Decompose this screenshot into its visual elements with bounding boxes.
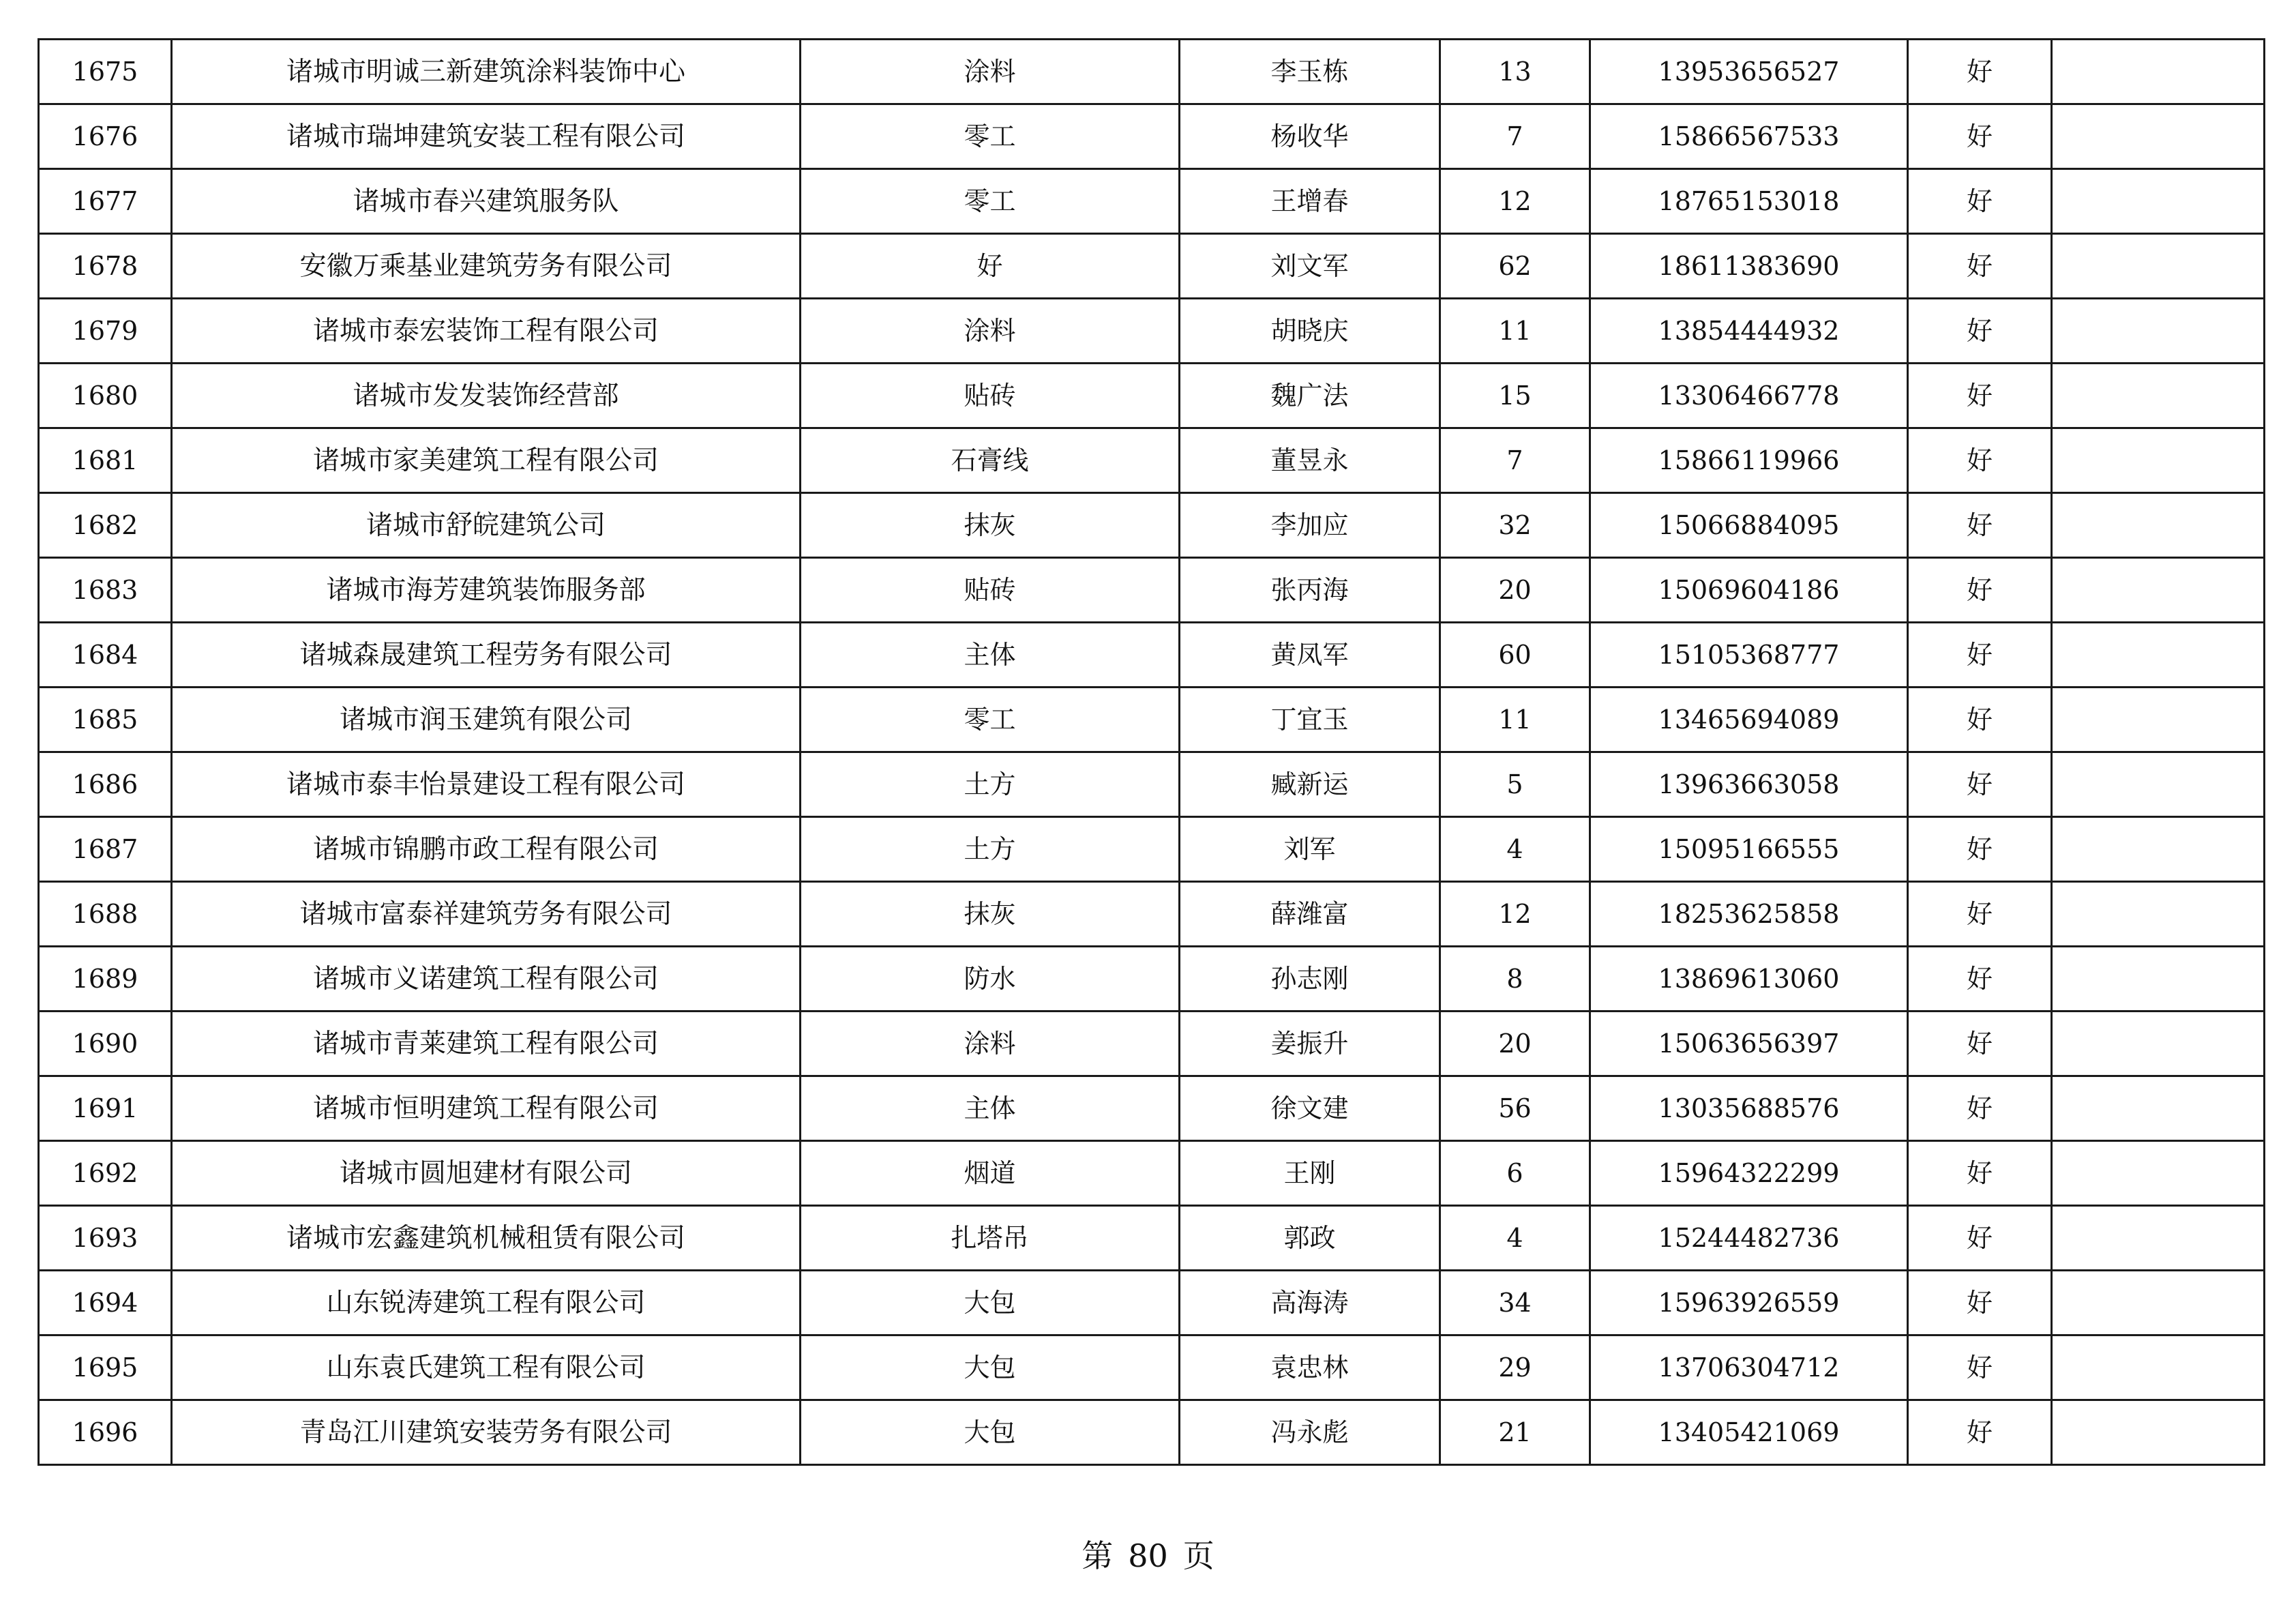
cell-remark <box>2052 817 2265 882</box>
cell-trade: 土方 <box>801 817 1180 882</box>
cell-index: 1685 <box>39 688 172 752</box>
cell-rating: 好 <box>1908 882 2052 947</box>
cell-trade: 贴砖 <box>801 364 1180 428</box>
cell-index: 1692 <box>39 1141 172 1206</box>
cell-company: 诸城市家美建筑工程有限公司 <box>172 428 801 493</box>
page-number: 80 <box>1128 1537 1168 1574</box>
cell-phone: 13953656527 <box>1590 40 1908 104</box>
cell-index: 1693 <box>39 1206 172 1271</box>
cell-trade: 贴砖 <box>801 558 1180 623</box>
cell-workers: 20 <box>1440 558 1590 623</box>
cell-index: 1680 <box>39 364 172 428</box>
cell-remark <box>2052 1206 2265 1271</box>
cell-remark <box>2052 752 2265 817</box>
cell-trade: 大包 <box>801 1400 1180 1465</box>
cell-rating: 好 <box>1908 752 2052 817</box>
cell-index: 1682 <box>39 493 172 558</box>
cell-phone: 15866119966 <box>1590 428 1908 493</box>
cell-rating: 好 <box>1908 234 2052 299</box>
cell-index: 1691 <box>39 1076 172 1141</box>
cell-company: 诸城市瑞坤建筑安装工程有限公司 <box>172 104 801 169</box>
cell-phone: 15963926559 <box>1590 1271 1908 1335</box>
cell-company: 安徽万乘基业建筑劳务有限公司 <box>172 234 801 299</box>
cell-remark <box>2052 623 2265 688</box>
cell-trade: 涂料 <box>801 299 1180 364</box>
cell-trade: 零工 <box>801 169 1180 234</box>
cell-workers: 7 <box>1440 428 1590 493</box>
cell-workers: 11 <box>1440 688 1590 752</box>
page-label-suffix: 页 <box>1182 1537 1214 1574</box>
cell-remark <box>2052 1271 2265 1335</box>
cell-company: 诸城市圆旭建材有限公司 <box>172 1141 801 1206</box>
cell-rating: 好 <box>1908 364 2052 428</box>
cell-remark <box>2052 1400 2265 1465</box>
cell-rating: 好 <box>1908 40 2052 104</box>
page-label-prefix: 第 <box>1082 1537 1114 1574</box>
cell-workers: 21 <box>1440 1400 1590 1465</box>
cell-workers: 4 <box>1440 817 1590 882</box>
cell-contact: 徐文建 <box>1180 1076 1440 1141</box>
cell-remark <box>2052 947 2265 1012</box>
contractor-table <box>38 38 2265 1466</box>
cell-contact: 董昱永 <box>1180 428 1440 493</box>
cell-contact: 薛潍富 <box>1180 882 1440 947</box>
cell-index: 1678 <box>39 234 172 299</box>
cell-index: 1675 <box>39 40 172 104</box>
cell-trade: 零工 <box>801 104 1180 169</box>
cell-contact: 郭政 <box>1180 1206 1440 1271</box>
cell-trade: 主体 <box>801 1076 1180 1141</box>
cell-remark <box>2052 688 2265 752</box>
cell-company: 诸城市富泰祥建筑劳务有限公司 <box>172 882 801 947</box>
table-row <box>39 1012 2265 1076</box>
cell-contact: 姜振升 <box>1180 1012 1440 1076</box>
cell-company: 诸城森晟建筑工程劳务有限公司 <box>172 623 801 688</box>
cell-rating: 好 <box>1908 1012 2052 1076</box>
cell-index: 1686 <box>39 752 172 817</box>
cell-trade: 涂料 <box>801 40 1180 104</box>
cell-rating: 好 <box>1908 169 2052 234</box>
cell-rating: 好 <box>1908 947 2052 1012</box>
cell-workers: 34 <box>1440 1271 1590 1335</box>
cell-remark <box>2052 364 2265 428</box>
cell-workers: 7 <box>1440 104 1590 169</box>
table-row <box>39 104 2265 169</box>
cell-trade: 涂料 <box>801 1012 1180 1076</box>
cell-index: 1684 <box>39 623 172 688</box>
cell-phone: 15069604186 <box>1590 558 1908 623</box>
cell-remark <box>2052 558 2265 623</box>
cell-contact: 刘军 <box>1180 817 1440 882</box>
cell-contact: 高海涛 <box>1180 1271 1440 1335</box>
table-row <box>39 1141 2265 1206</box>
cell-contact: 袁忠林 <box>1180 1335 1440 1400</box>
cell-phone: 15105368777 <box>1590 623 1908 688</box>
cell-trade: 零工 <box>801 688 1180 752</box>
cell-index: 1689 <box>39 947 172 1012</box>
cell-workers: 62 <box>1440 234 1590 299</box>
cell-workers: 4 <box>1440 1206 1590 1271</box>
cell-phone: 18611383690 <box>1590 234 1908 299</box>
cell-rating: 好 <box>1908 1076 2052 1141</box>
cell-remark <box>2052 1141 2265 1206</box>
cell-workers: 29 <box>1440 1335 1590 1400</box>
table-row <box>39 299 2265 364</box>
cell-index: 1679 <box>39 299 172 364</box>
cell-phone: 15066884095 <box>1590 493 1908 558</box>
cell-remark <box>2052 1012 2265 1076</box>
cell-phone: 18253625858 <box>1590 882 1908 947</box>
cell-phone: 15244482736 <box>1590 1206 1908 1271</box>
cell-index: 1677 <box>39 169 172 234</box>
cell-company: 诸城市泰宏装饰工程有限公司 <box>172 299 801 364</box>
cell-remark <box>2052 1335 2265 1400</box>
cell-rating: 好 <box>1908 428 2052 493</box>
cell-contact: 胡晓庆 <box>1180 299 1440 364</box>
cell-rating: 好 <box>1908 817 2052 882</box>
cell-workers: 32 <box>1440 493 1590 558</box>
cell-company: 诸城市义诺建筑工程有限公司 <box>172 947 801 1012</box>
cell-phone: 13963663058 <box>1590 752 1908 817</box>
cell-workers: 12 <box>1440 169 1590 234</box>
cell-workers: 60 <box>1440 623 1590 688</box>
cell-rating: 好 <box>1908 1400 2052 1465</box>
cell-workers: 8 <box>1440 947 1590 1012</box>
cell-rating: 好 <box>1908 493 2052 558</box>
cell-company: 诸城市锦鹏市政工程有限公司 <box>172 817 801 882</box>
cell-company: 山东袁氏建筑工程有限公司 <box>172 1335 801 1400</box>
cell-trade: 好 <box>801 234 1180 299</box>
cell-company: 山东锐涛建筑工程有限公司 <box>172 1271 801 1335</box>
cell-workers: 13 <box>1440 40 1590 104</box>
cell-rating: 好 <box>1908 1335 2052 1400</box>
cell-phone: 13465694089 <box>1590 688 1908 752</box>
cell-rating: 好 <box>1908 558 2052 623</box>
table-row <box>39 623 2265 688</box>
cell-phone: 13706304712 <box>1590 1335 1908 1400</box>
cell-remark <box>2052 169 2265 234</box>
cell-index: 1695 <box>39 1335 172 1400</box>
cell-company: 诸城市发发装饰经营部 <box>172 364 801 428</box>
cell-contact: 黄凤军 <box>1180 623 1440 688</box>
cell-company: 诸城市泰丰怡景建设工程有限公司 <box>172 752 801 817</box>
cell-rating: 好 <box>1908 299 2052 364</box>
cell-contact: 李玉栋 <box>1180 40 1440 104</box>
cell-company: 诸城市春兴建筑服务队 <box>172 169 801 234</box>
cell-index: 1694 <box>39 1271 172 1335</box>
cell-company: 青岛江川建筑安装劳务有限公司 <box>172 1400 801 1465</box>
cell-rating: 好 <box>1908 1271 2052 1335</box>
cell-contact: 刘文军 <box>1180 234 1440 299</box>
page-footer <box>0 1537 2296 1574</box>
cell-trade: 扎塔吊 <box>801 1206 1180 1271</box>
cell-index: 1687 <box>39 817 172 882</box>
cell-remark <box>2052 882 2265 947</box>
table-row <box>39 493 2265 558</box>
cell-phone: 13035688576 <box>1590 1076 1908 1141</box>
cell-contact: 冯永彪 <box>1180 1400 1440 1465</box>
cell-phone: 15866567533 <box>1590 104 1908 169</box>
cell-trade: 烟道 <box>801 1141 1180 1206</box>
cell-phone: 15964322299 <box>1590 1141 1908 1206</box>
table-row <box>39 1335 2265 1400</box>
cell-index: 1688 <box>39 882 172 947</box>
cell-trade: 抹灰 <box>801 493 1180 558</box>
cell-remark <box>2052 493 2265 558</box>
cell-company: 诸城市润玉建筑有限公司 <box>172 688 801 752</box>
cell-contact: 王刚 <box>1180 1141 1440 1206</box>
cell-rating: 好 <box>1908 104 2052 169</box>
cell-workers: 12 <box>1440 882 1590 947</box>
cell-company: 诸城市明诚三新建筑涂料装饰中心 <box>172 40 801 104</box>
cell-trade: 土方 <box>801 752 1180 817</box>
cell-phone: 13306466778 <box>1590 364 1908 428</box>
table-row <box>39 364 2265 428</box>
cell-contact: 王增春 <box>1180 169 1440 234</box>
cell-phone: 13854444932 <box>1590 299 1908 364</box>
cell-remark <box>2052 428 2265 493</box>
table-row <box>39 1076 2265 1141</box>
cell-trade: 石膏线 <box>801 428 1180 493</box>
cell-workers: 15 <box>1440 364 1590 428</box>
cell-phone: 13405421069 <box>1590 1400 1908 1465</box>
cell-workers: 5 <box>1440 752 1590 817</box>
cell-rating: 好 <box>1908 623 2052 688</box>
table-row <box>39 688 2265 752</box>
cell-index: 1696 <box>39 1400 172 1465</box>
cell-contact: 杨收华 <box>1180 104 1440 169</box>
cell-rating: 好 <box>1908 1141 2052 1206</box>
table-row <box>39 558 2265 623</box>
cell-remark <box>2052 40 2265 104</box>
cell-contact: 臧新运 <box>1180 752 1440 817</box>
table-row <box>39 169 2265 234</box>
cell-workers: 11 <box>1440 299 1590 364</box>
cell-remark <box>2052 104 2265 169</box>
cell-rating: 好 <box>1908 688 2052 752</box>
cell-index: 1690 <box>39 1012 172 1076</box>
cell-phone: 13869613060 <box>1590 947 1908 1012</box>
table-row <box>39 947 2265 1012</box>
cell-company: 诸城市恒明建筑工程有限公司 <box>172 1076 801 1141</box>
cell-phone: 15063656397 <box>1590 1012 1908 1076</box>
cell-contact: 孙志刚 <box>1180 947 1440 1012</box>
cell-trade: 防水 <box>801 947 1180 1012</box>
cell-contact: 魏广法 <box>1180 364 1440 428</box>
table-row <box>39 1271 2265 1335</box>
cell-trade: 大包 <box>801 1335 1180 1400</box>
cell-contact: 张丙海 <box>1180 558 1440 623</box>
cell-workers: 6 <box>1440 1141 1590 1206</box>
table-row <box>39 882 2265 947</box>
table-row <box>39 428 2265 493</box>
cell-company: 诸城市海芳建筑装饰服务部 <box>172 558 801 623</box>
cell-phone: 15095166555 <box>1590 817 1908 882</box>
cell-company: 诸城市宏鑫建筑机械租赁有限公司 <box>172 1206 801 1271</box>
cell-index: 1681 <box>39 428 172 493</box>
cell-company: 诸城市舒皖建筑公司 <box>172 493 801 558</box>
table-row <box>39 817 2265 882</box>
cell-workers: 20 <box>1440 1012 1590 1076</box>
cell-rating: 好 <box>1908 1206 2052 1271</box>
cell-trade: 大包 <box>801 1271 1180 1335</box>
cell-trade: 主体 <box>801 623 1180 688</box>
cell-index: 1676 <box>39 104 172 169</box>
cell-index: 1683 <box>39 558 172 623</box>
cell-trade: 抹灰 <box>801 882 1180 947</box>
cell-phone: 18765153018 <box>1590 169 1908 234</box>
cell-remark <box>2052 234 2265 299</box>
cell-workers: 56 <box>1440 1076 1590 1141</box>
cell-contact: 李加应 <box>1180 493 1440 558</box>
table-row <box>39 234 2265 299</box>
cell-company: 诸城市青莱建筑工程有限公司 <box>172 1012 801 1076</box>
table-row <box>39 1206 2265 1271</box>
cell-remark <box>2052 299 2265 364</box>
table-row <box>39 40 2265 104</box>
table-row <box>39 752 2265 817</box>
cell-contact: 丁宜玉 <box>1180 688 1440 752</box>
cell-remark <box>2052 1076 2265 1141</box>
table-row <box>39 1400 2265 1465</box>
